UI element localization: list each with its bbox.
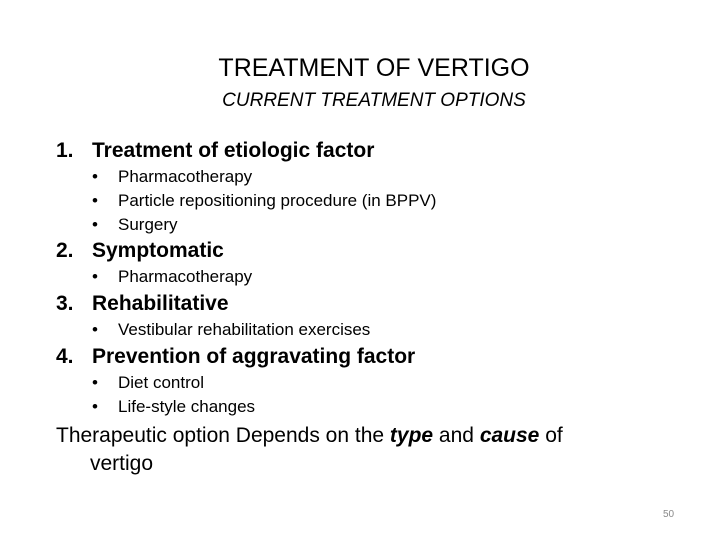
list-item-number: 2. xyxy=(56,239,74,262)
emphasis-type: type xyxy=(389,424,434,447)
bullet-text: Surgery xyxy=(118,215,178,234)
bullet-text: Diet control xyxy=(118,373,204,392)
list-item-heading xyxy=(56,137,374,165)
list-item-number: 1. xyxy=(56,139,74,162)
bullet-dot: • xyxy=(92,191,98,210)
emphasis-cause: cause xyxy=(479,424,540,447)
bullet-item xyxy=(92,266,252,288)
slide-title: TREATMENT OF VERTIGO xyxy=(218,54,530,82)
bullet-dot: • xyxy=(92,267,98,286)
bullet-dot: • xyxy=(92,215,98,234)
list-item-heading-text: Rehabilitative xyxy=(92,292,229,315)
list-item-number: 4. xyxy=(56,345,74,368)
bullet-item xyxy=(92,166,252,188)
bullet-text: Life-style changes xyxy=(118,397,256,416)
list-item-heading-text: Symptomatic xyxy=(92,239,224,262)
list-item-heading xyxy=(56,343,415,371)
bullet-item xyxy=(92,319,370,341)
list-item-heading xyxy=(56,237,224,265)
list-item-heading-text: Prevention of aggravating factor xyxy=(92,345,416,368)
conclusion-text xyxy=(56,422,676,478)
bullet-text: Pharmacotherapy xyxy=(118,167,253,186)
bullet-item xyxy=(92,396,255,418)
bullet-dot: • xyxy=(92,373,98,392)
list-item-number: 3. xyxy=(56,292,74,315)
bullet-item xyxy=(92,190,436,212)
bullet-text: Pharmacotherapy xyxy=(118,267,253,286)
conclusion-line2: vertigo xyxy=(90,452,154,475)
bullet-dot: • xyxy=(92,320,98,339)
bullet-text: Vestibular rehabilitation exercises xyxy=(118,320,371,339)
page-number: 50 xyxy=(663,509,675,520)
bullet-item xyxy=(92,372,204,394)
slide-subtitle: CURRENT TREATMENT OPTIONS xyxy=(222,90,526,111)
bullet-item xyxy=(92,214,178,236)
bullet-text: Particle repositioning procedure (in BPPV) xyxy=(118,191,437,210)
bullet-dot: • xyxy=(92,397,98,416)
conclusion-part2: and xyxy=(433,424,480,447)
conclusion-part3: of xyxy=(539,424,563,447)
conclusion-part1: Therapeutic option Depends on the xyxy=(56,424,390,447)
bullet-dot: • xyxy=(92,167,98,186)
list-item-heading-text: Treatment of etiologic factor xyxy=(92,139,375,162)
list-item-heading xyxy=(56,290,229,318)
